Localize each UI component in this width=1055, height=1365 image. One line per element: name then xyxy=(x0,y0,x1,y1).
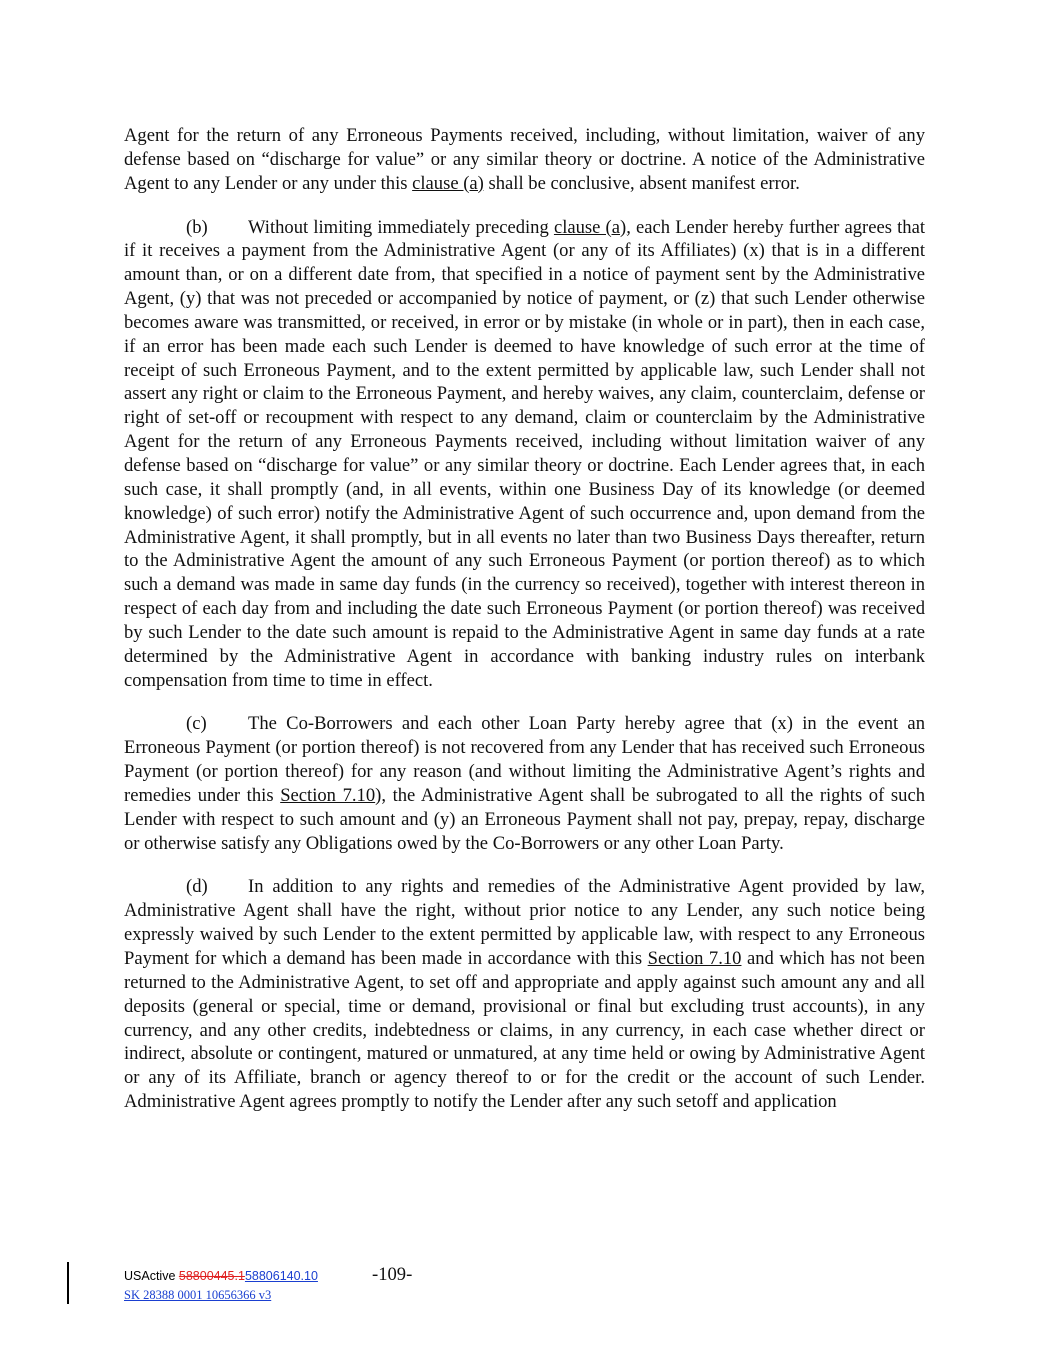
paragraph-c xyxy=(124,712,925,855)
paragraph-d xyxy=(124,875,925,1113)
paragraph-label: (c) xyxy=(186,713,207,735)
paragraph-text: The Co-Borrowers and each other Loan Party hereby agree that (x) in the event an Erroneous Payment (or portion thereof) is not recovered from any Lender that has received such Erroneous Payment (or portion thereof) for any reason (and without limiting the Administrative Agent’s rights and remedies under this xyxy=(124,713,925,806)
doc-id-prefix: USActive xyxy=(124,1269,179,1283)
paragraph-text: ), the Administrative Agent shall be subrogated to all the rights of such Lender with respect to such amount and (y) an Erroneous Payment shall not pay, prepay, repay, discharge or otherwise satisfy any Obligations owed by the Co-Borrowers or any other Loan Party. xyxy=(124,784,925,854)
paragraph-a-continuation xyxy=(124,124,925,196)
document-body xyxy=(124,124,925,1134)
paragraph-text: , each Lender hereby further agrees that if it receives a payment from the Administrative Agent (or any of its Affiliates) (x) that is in a different amount than, or on a different date from, that specified in a notice of payment sent by the Administrative Agent, (y) that was not preceded or accompanied by notice of payment, or (z) that such Lender otherwise becomes aware was transmitted, or received, in error or by mistake (in whole or in part), then in each case, if an error has been made each such Lender is deemed to have knowledge of such error at the time of receipt of such Erroneous Payment, and to the extent permitted by applicable law, such Lender shall not assert any right or claim to the Erroneous Payment, and hereby waives, any claim, counterclaim, defense or right of set-off or recoupment with respect to any demand, claim or counterclaim by the Administrative Agent for the return of any Erroneous Payments received, including without limitation waiver of any defense based on “discharge for value” or any similar theory or doctrine. Each Lender agrees that, in each such case, it shall promptly (and, in all events, within one Business Day of its knowledge (or deemed knowledge) of such error) notify the Administrative Agent of such occurrence and, upon demand from the Administrative Agent, it shall promptly, but in all events no later than two Business Days thereafter, return to the Administrative Agent the amount of any such Erroneous Payment (or portion thereof) as to which such a demand was made in same day funds (in the currency so received), together with interest thereon in respect of each day from and including the date such Erroneous Payment (or portion thereof) was received by such Lender to the date such amount is repaid to the Administrative Agent in same day funds at a rate determined by the Administrative Agent in accordance with banking industry rules on interbank compensation from time to time in effect. xyxy=(124,216,925,691)
paragraph-text: Without limiting immediately preceding xyxy=(248,216,554,238)
paragraph-label: (b) xyxy=(186,216,208,238)
document-id xyxy=(124,1266,544,1286)
clause-reference: clause (a) xyxy=(412,172,484,194)
paragraph-text: Agent for the return of any Erroneous Payments received, including, without limitation, waiver of any defense based on “discharge for value” or any similar theory or doctrine. A notice of the Administrative Agent to any Lender or any under this xyxy=(124,125,925,194)
paragraph-text: In addition to any rights and remedies of the Administrative Agent provided by law, Administrative Agent shall have the right, without prior notice to any Lender, any such notice being expressly waived by such Lender to the extent permitted by applicable law, with respect to any Erroneous Payment for which a demand has been made in accordance with this xyxy=(124,876,925,969)
paragraph-text: shall be conclusive, absent manifest error. xyxy=(483,172,800,194)
inserted-doc-id: 58806140.10 xyxy=(244,1269,318,1283)
clause-reference: clause (a) xyxy=(553,216,627,238)
deleted-doc-id: 58800445.1 xyxy=(178,1269,245,1283)
section-reference: Section 7.10 xyxy=(280,784,376,806)
page-footer xyxy=(124,1266,544,1304)
revision-change-bar xyxy=(67,1262,69,1304)
sk-document-reference: SK 28388 0001 10656366 v3 xyxy=(124,1288,272,1302)
page-number: -109- xyxy=(372,1264,413,1285)
section-reference: Section 7.10 xyxy=(647,948,742,969)
paragraph-b xyxy=(124,216,925,693)
paragraph-text: and which has not been returned to the Administrative Agent, to set off and appropriate and apply against such amount any and all deposits (general or special, time or demand, provisional or final but excluding trust accounts), in any currency, and any other credits, indebtedness or claims, in any currency, in each case whether direct or indirect, absolute or contingent, matured or unmatured, at any time held or owing by Administrative Agent or any of its Affiliate, branch or agency thereof to or for the credit or the account of such Lender. Administrative Agent agrees promptly to notify the Lender after any such setoff and application xyxy=(124,948,925,1113)
paragraph-label: (d) xyxy=(186,876,208,898)
